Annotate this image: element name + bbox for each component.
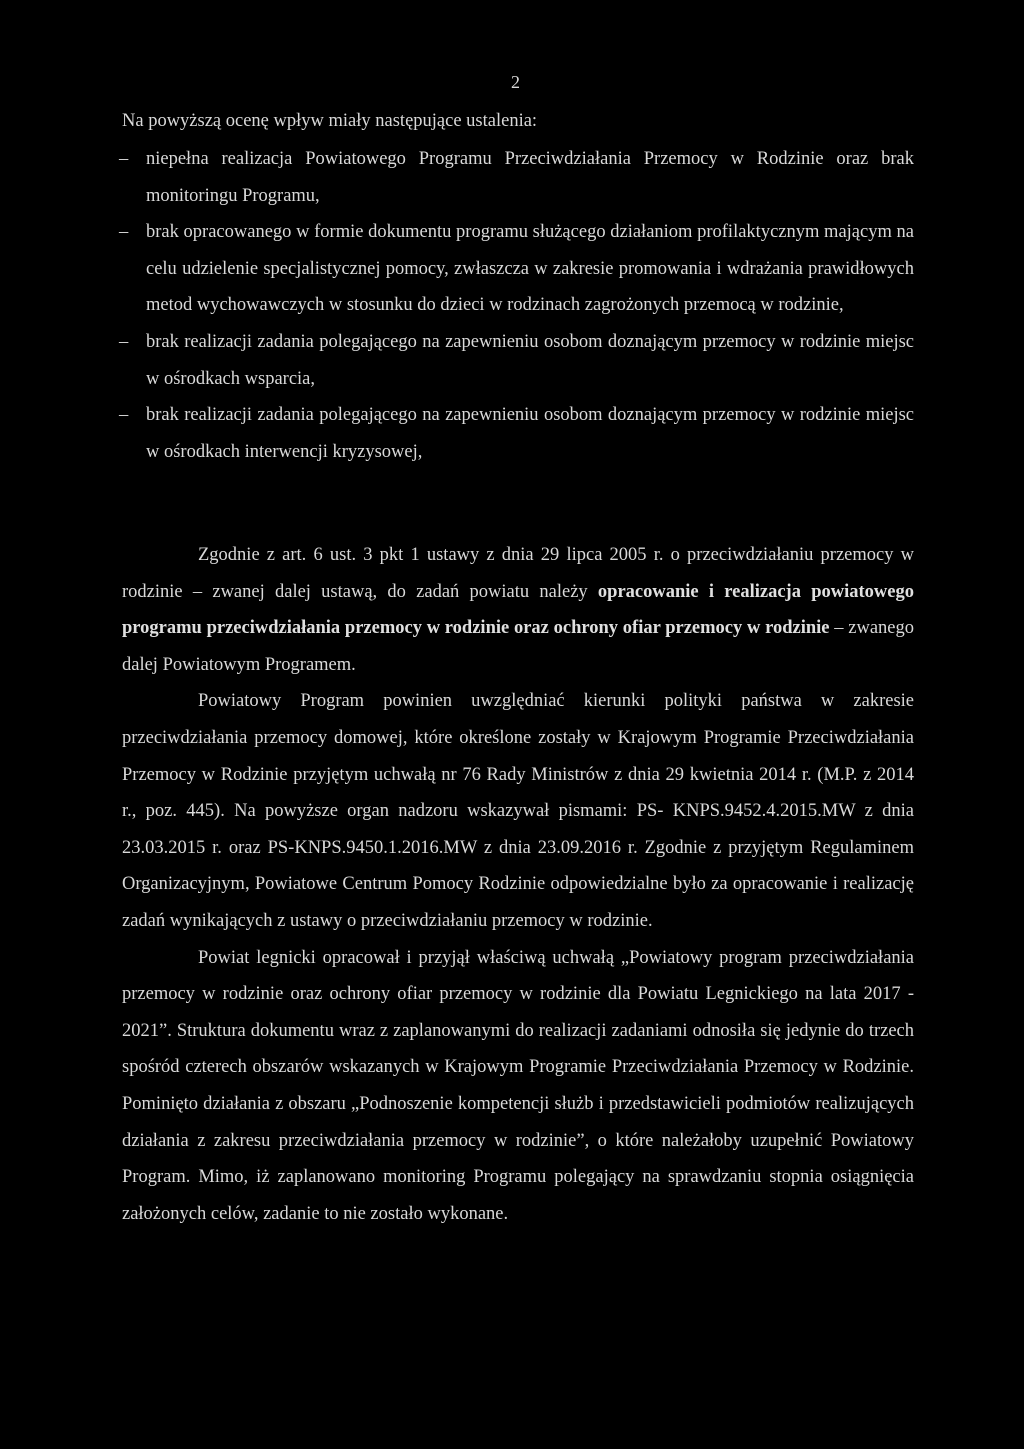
dash-bullet: –: [119, 149, 129, 169]
page-number: 2: [511, 72, 520, 92]
finding-text: brak realizacji zadania polegającego na zapewnieniu osobom doznającym przemocy w rodzinie miejsc w ośrodkach wsparcia,: [146, 331, 914, 389]
paragraph-program-adoption: Powiat legnicki opracował i przyjął właściwą uchwałą „Powiatowy program przeciwdziałania przemocy w rodzinie oraz ochrony ofiar przemocy w rodzinie dla Powiatu Legnickiego na lata 2017 - 2021”. Struktura dokumentu wraz z zaplanowanymi do realizacji zadaniami odnosiła się jedynie do trzech spośród czterech obszarów wskazanych w Krajowym Programie Przeciwdziałania Przemocy w Rodzinie. Pominięto działania z obszaru „Podnoszenie kompetencji służb i przedstawicieli podmiotów realizujących działania z zakresu przeciwdziałania przemocy w rodzinie”, o które należałoby uzupełnić Powiatowy Program. Mimo, iż zaplanowano monitoring Programu polegający na sprawdzaniu stopnia osiągnięcia założonych celów, zadanie to nie zostało wykonane.: [122, 947, 914, 1224]
intro-sentence: Na powyższą ocenę wpływ miały następujące ustalenia:: [122, 111, 538, 131]
paragraph-legal-basis-tail: – zwanego dalej Powiatowym Programem.: [122, 618, 914, 675]
finding-text: niepełna realizacja Powiatowego Programu Przeciwdziałania Przemocy w Rodzinie oraz brak monitoringu Programu,: [146, 149, 914, 206]
finding-text: brak realizacji zadania polegającego na zapewnieniu osobom doznającym przemocy w rodzinie miejsc w ośrodkach interwencji kryzysowej,: [146, 405, 914, 462]
finding-text: brak opracowanego w formie dokumentu programu służącego działaniom profilaktycznym mającym na celu udzielenie specjalistycznej pomocy, zwłaszcza w zakresie promowania i wdrażania prawidłowych metod wychowawczych w stosunku do dzieci w rodzinach zagrożonych przemocą w rodzinie,: [146, 222, 914, 316]
finding-item: [119, 214, 914, 324]
dash-bullet: –: [119, 405, 129, 426]
paragraph-legal-basis: [122, 537, 914, 683]
paragraph-program-requirements: Powiatowy Program powinien uwzględniać kierunki polityki państwa w zakresie przeciwdziałania przemocy domowej, które określone zostały w Krajowym Programie Przeciwdziałania Przemocy w Rodzinie przyjętym uchwałą nr 76 Rady Ministrów z dnia 29 kwietnia 2014 r. (M.P. z 2014 r., poz. 445). Na powyższe organ nadzoru wskazywał pismami: PS- KNPS.9452.4.2015.MW z dnia 23.03.2015 r. oraz PS-KNPS.9450.1.2016.MW z dnia 23.09.2016 r. Zgodnie z przyjętym Regulaminem Organizacyjnym, Powiatowe Centrum Pomocy Rodzinie odpowiedzialne było za opracowanie i realizację zadań wynikających z ustawy o przeciwdziałaniu przemocy w rodzinie.: [122, 691, 914, 931]
paragraph-legal-basis-text: Zgodnie z art. 6 ust. 3 pkt 1 ustawy z dnia 29 lipca 2005 r. o przeciwdziałaniu przemocy w rodzinie – zwanej dalej ustawą, do zadań powiatu należy: [122, 545, 914, 602]
paragraph-legal-basis-bold: opracowanie i realizacja powiatowego programu przeciwdziałania przemocy w rodzinie oraz ochrony ofiar przemocy w rodzinie: [122, 581, 914, 639]
dash-bullet: –: [119, 331, 129, 352]
dash-bullet: –: [119, 222, 129, 243]
finding-item: [119, 397, 914, 470]
finding-item: [119, 324, 914, 397]
findings-list: [119, 141, 914, 470]
finding-item: [119, 141, 914, 214]
body-text: [122, 537, 914, 1232]
